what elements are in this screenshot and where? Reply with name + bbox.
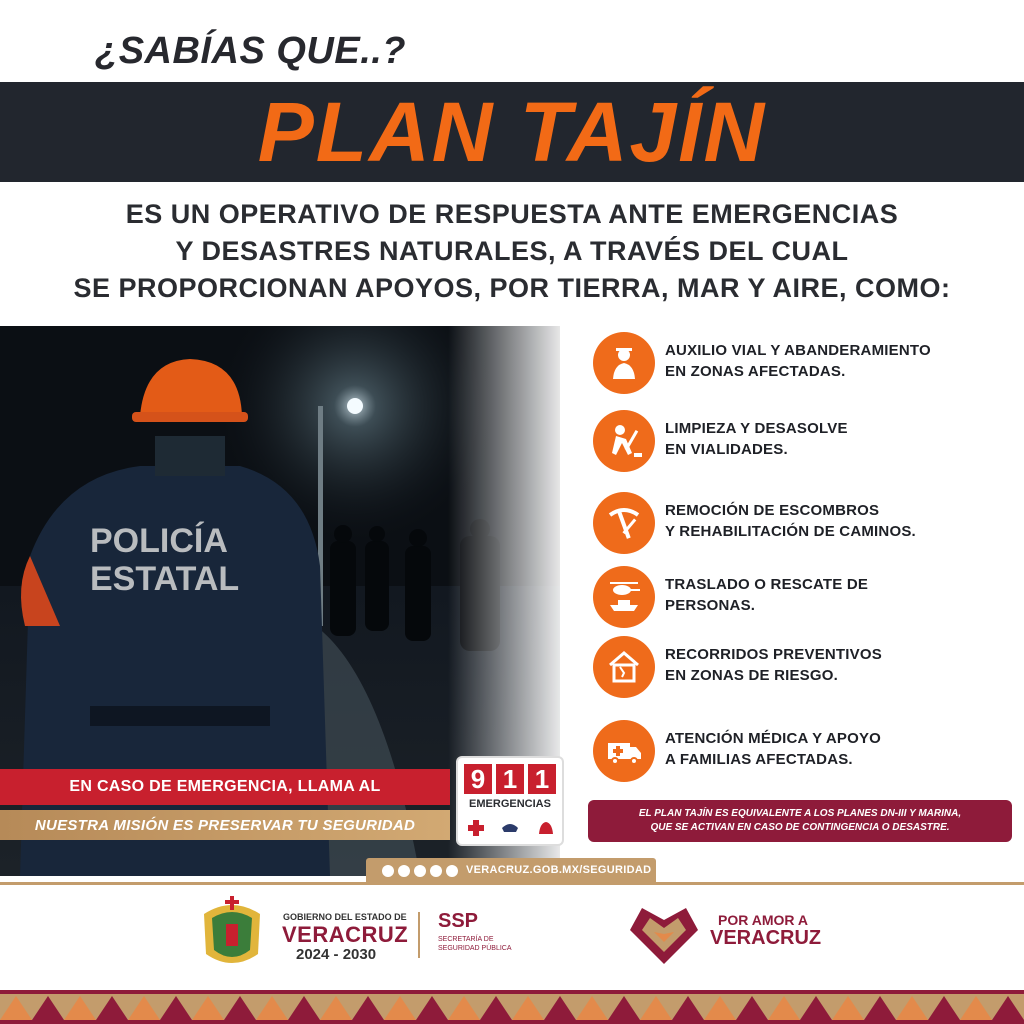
divider-rule xyxy=(0,882,1024,885)
amor-line-2: VERACRUZ xyxy=(710,927,822,949)
item-line: EN ZONAS DE RIESGO. xyxy=(665,667,838,684)
item-line: RECORRIDOS PREVENTIVOS xyxy=(665,646,882,663)
footer-divider xyxy=(418,912,420,958)
item-line: Y REHABILITACIÓN DE CAMINOS. xyxy=(665,523,916,540)
list-item xyxy=(575,410,1024,472)
item-line: AUXILIO VIAL Y ABANDERAMIENTO xyxy=(665,342,931,359)
state-seal-logo xyxy=(200,894,264,974)
intro-text xyxy=(0,196,1024,307)
facebook-icon[interactable] xyxy=(382,865,394,877)
gov-label: GOBIERNO DEL ESTADO DE xyxy=(283,912,407,922)
item-line: EN VIALIDADES. xyxy=(665,441,788,458)
list-item xyxy=(575,332,1024,394)
red-cross-icon xyxy=(466,818,486,838)
ssp-sub-line: SECRETARÍA DE xyxy=(438,936,494,943)
ssp-sub-line: SEGURIDAD PÚBLICA xyxy=(438,945,512,952)
item-line: TRASLADO O RESCATE DE xyxy=(665,576,869,593)
list-item xyxy=(575,566,1024,628)
decorative-pattern xyxy=(0,990,1024,1024)
website-link[interactable]: VERACRUZ.GOB.MX/SEGURIDAD xyxy=(466,864,652,876)
emergency-call-text: EN CASO DE EMERGENCIA, LLAMA AL xyxy=(69,778,381,795)
youtube-icon[interactable] xyxy=(446,865,458,877)
amor-line-1: POR AMOR A xyxy=(718,912,808,928)
note-line: QUE SE ACTIVAN EN CASO DE CONTINGENCIA O DESASTRE. xyxy=(650,822,950,833)
item-line: LIMPIEZA Y DESASOLVE xyxy=(665,420,848,437)
list-item xyxy=(575,720,1024,782)
tiktok-icon[interactable] xyxy=(430,865,442,877)
damaged-house-icon xyxy=(593,636,655,698)
item-line: PERSONAS. xyxy=(665,597,756,614)
mission-text: NUESTRA MISIÓN ES PRESERVAR TU SEGURIDAD xyxy=(34,816,416,834)
item-line: EN ZONAS AFECTADAS. xyxy=(665,363,846,380)
note-text xyxy=(588,800,1012,842)
emergency-label: EMERGENCIAS xyxy=(469,798,551,810)
gov-state: VERACRUZ xyxy=(282,922,409,947)
helicopter-boat-icon xyxy=(593,566,655,628)
shovel-worker-icon xyxy=(593,410,655,472)
social-bar xyxy=(366,858,656,884)
ambulance-icon xyxy=(593,720,655,782)
x-icon[interactable] xyxy=(398,865,410,877)
kicker-text: ¿SABÍAS QUE..? xyxy=(95,30,407,72)
digit-9: 9 xyxy=(464,764,492,794)
pickaxe-shovel-icon xyxy=(593,492,655,554)
intro-line: SE PROPORCIONAN APOYOS, POR TIERRA, MAR Y AIRE, COMO: xyxy=(73,273,951,303)
item-line: A FAMILIAS AFECTADAS. xyxy=(665,751,853,768)
note-line: EL PLAN TAJÍN ES EQUIVALENTE A LOS PLANES DN-III Y MARINA, xyxy=(638,808,962,819)
intro-line: Y DESASTRES NATURALES, A TRAVÉS DEL CUAL xyxy=(175,236,849,266)
police-cap-icon xyxy=(500,818,520,838)
emergency-911-card xyxy=(458,758,562,844)
gov-years: 2024 - 2030 xyxy=(296,946,377,963)
ssp-logo-text: SSP xyxy=(438,910,479,932)
intro-line: ES UN OPERATIVO DE RESPUESTA ANTE EMERGENCIAS xyxy=(125,199,899,229)
fire-helmet-icon xyxy=(536,818,556,838)
por-amor-logo xyxy=(628,902,700,966)
digit-1b: 1 xyxy=(528,764,556,794)
digit-1: 1 xyxy=(496,764,524,794)
ssp-subtitle xyxy=(438,935,512,953)
item-line: REMOCIÓN DE ESCOMBROS xyxy=(665,502,880,519)
list-item xyxy=(575,492,1024,554)
support-list xyxy=(575,326,1024,846)
traffic-officer-icon xyxy=(593,332,655,394)
instagram-icon[interactable] xyxy=(414,865,426,877)
headline: PLAN TAJÍN xyxy=(257,84,767,179)
list-item xyxy=(575,636,1024,698)
item-line: ATENCIÓN MÉDICA Y APOYO xyxy=(665,730,882,747)
